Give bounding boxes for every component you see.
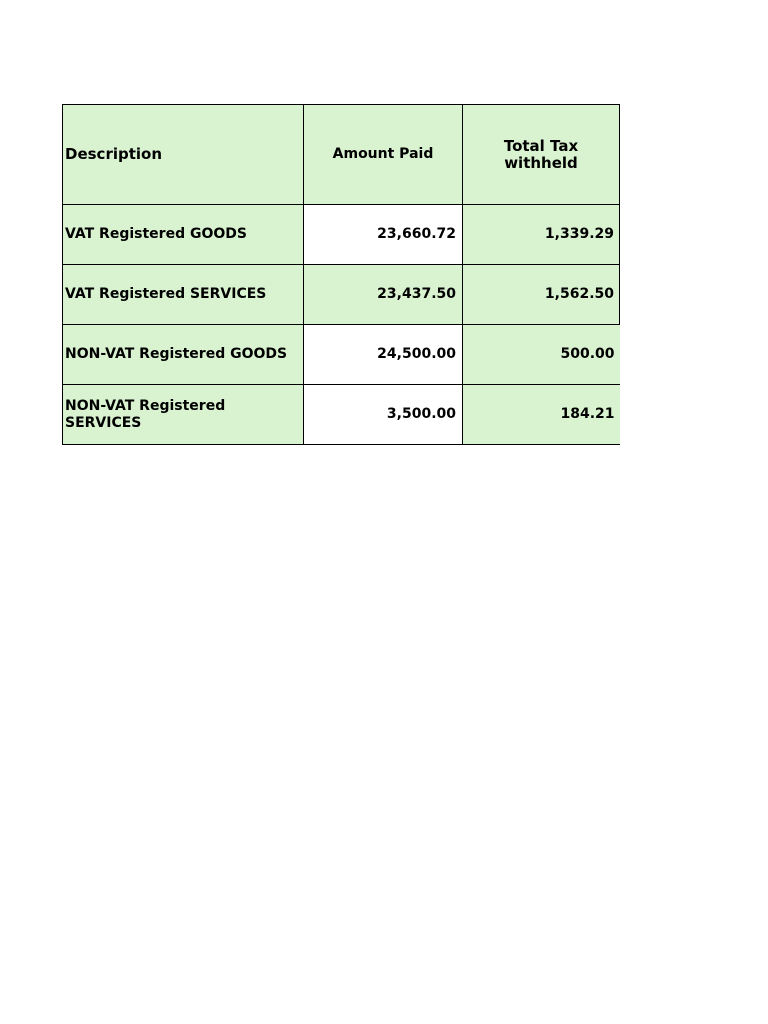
row-description[interactable]: VAT Registered SERVICES xyxy=(63,265,304,325)
row-description[interactable] xyxy=(63,385,304,445)
table-row xyxy=(63,385,620,445)
tax-withheld-table xyxy=(62,104,620,445)
header-description[interactable]: Description xyxy=(63,105,304,205)
table-row xyxy=(63,205,620,265)
row-amount-paid[interactable]: 3,500.00 xyxy=(304,385,463,445)
table-row xyxy=(63,265,620,325)
row-amount-paid[interactable]: 23,660.72 xyxy=(304,205,463,265)
row-amount-paid[interactable]: 23,437.50 xyxy=(304,265,463,325)
header-row xyxy=(63,105,620,205)
row-description[interactable]: NON-VAT Registered GOODS xyxy=(63,325,304,385)
row-description[interactable]: VAT Registered GOODS xyxy=(63,205,304,265)
row-total-tax[interactable]: 500.00 xyxy=(463,325,620,385)
row-total-tax[interactable]: 1,339.29 xyxy=(463,205,620,265)
table-row xyxy=(63,325,620,385)
row-total-tax[interactable]: 1,562.50 xyxy=(463,265,620,325)
header-total-tax-label: Total Tax withheld xyxy=(503,136,579,172)
row-amount-paid[interactable]: 24,500.00 xyxy=(304,325,463,385)
row-description-label: NON-VAT Registered SERVICES xyxy=(65,397,226,431)
header-amount-paid[interactable]: Amount Paid xyxy=(304,105,463,205)
header-total-tax-withheld[interactable] xyxy=(463,105,620,205)
row-total-tax[interactable]: 184.21 xyxy=(463,385,620,445)
spreadsheet-page xyxy=(62,104,620,445)
